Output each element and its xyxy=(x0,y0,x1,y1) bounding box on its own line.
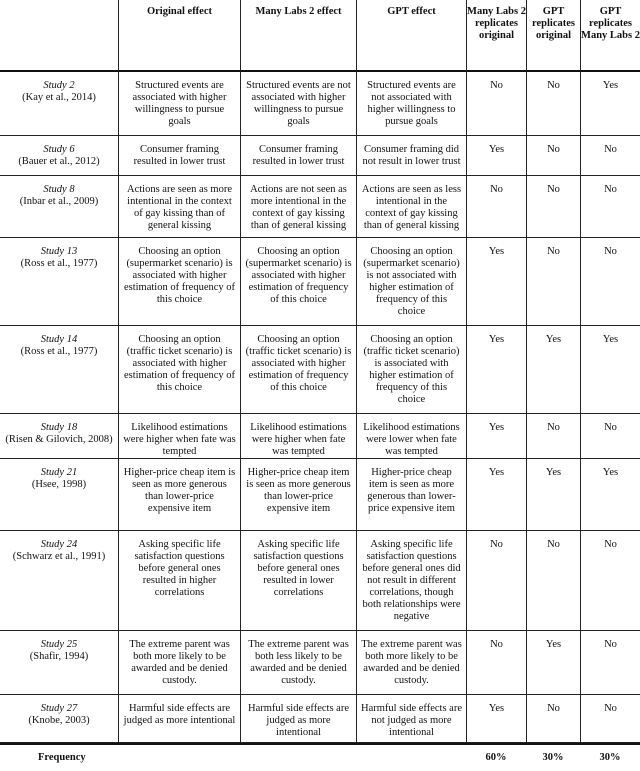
frequency-row xyxy=(0,743,640,771)
study-citation: (Hsee, 1998) xyxy=(31,479,87,490)
study-citation: (Kay et al., 2014) xyxy=(22,92,96,103)
header-study xyxy=(0,0,118,72)
table-row xyxy=(0,326,640,414)
gpt-replicates-ml2-cell: No xyxy=(580,136,640,176)
gpt-effect-cell: Likelihood estimations were lower when fate was tempted xyxy=(356,414,466,459)
gpt-replicates-original-cell: Yes xyxy=(526,459,580,531)
study-name: Study 21 xyxy=(40,467,78,478)
frequency-ml2: 60% xyxy=(466,743,526,771)
table-row xyxy=(0,695,640,743)
header-ml2-replicates: Many Labs 2 replicates original xyxy=(466,0,526,72)
study-cell xyxy=(0,176,118,238)
study-cell xyxy=(0,326,118,414)
original-effect-cell: Consumer framing resulted in lower trust xyxy=(118,136,240,176)
table-row xyxy=(0,136,640,176)
gpt-effect-cell: Asking specific life satisfaction questions before general ones did not result in different correlations, though both relationships were negative xyxy=(356,531,466,631)
frequency-label: Frequency xyxy=(0,743,118,771)
study-citation: (Shafir, 1994) xyxy=(29,651,89,662)
table-row xyxy=(0,72,640,136)
ml2-replicates-cell: Yes xyxy=(466,695,526,743)
study-name: Study 13 xyxy=(40,246,78,257)
study-name: Study 24 xyxy=(40,539,78,550)
gpt-replicates-ml2-cell: Yes xyxy=(580,326,640,414)
study-cell xyxy=(0,695,118,743)
gpt-replicates-original-cell: No xyxy=(526,72,580,136)
study-name: Study 18 xyxy=(40,422,78,433)
study-cell xyxy=(0,136,118,176)
original-effect-cell: Likelihood estimations were higher when fate was tempted xyxy=(118,414,240,459)
frequency-gpt-ml2: 30% xyxy=(580,743,640,771)
many-labs-effect-cell: Actions are not seen as more intentional in the context of gay kissing than of general kissing xyxy=(240,176,356,238)
table-row xyxy=(0,238,640,326)
many-labs-effect-cell: Likelihood estimations were higher when fate was tempted xyxy=(240,414,356,459)
gpt-replicates-ml2-cell: Yes xyxy=(580,72,640,136)
study-cell xyxy=(0,531,118,631)
frequency-gpt-original: 30% xyxy=(526,743,580,771)
gpt-replicates-original-cell: No xyxy=(526,414,580,459)
ml2-replicates-cell: Yes xyxy=(466,136,526,176)
ml2-replicates-cell: No xyxy=(466,531,526,631)
study-cell xyxy=(0,631,118,695)
many-labs-effect-cell: Choosing an option (traffic ticket scenario) is associated with higher estimation of frequency of this choice xyxy=(240,326,356,414)
ml2-replicates-cell: Yes xyxy=(466,414,526,459)
many-labs-effect-cell: Consumer framing resulted in lower trust xyxy=(240,136,356,176)
ml2-replicates-cell: Yes xyxy=(466,326,526,414)
header-original-effect: Original effect xyxy=(118,0,240,72)
study-name: Study 25 xyxy=(40,639,78,650)
ml2-replicates-cell: Yes xyxy=(466,459,526,531)
gpt-replicates-ml2-cell: No xyxy=(580,631,640,695)
original-effect-cell: Harmful side effects are judged as more intentional xyxy=(118,695,240,743)
ml2-replicates-cell: No xyxy=(466,631,526,695)
gpt-replicates-original-cell: No xyxy=(526,238,580,326)
study-citation: (Ross et al., 1977) xyxy=(20,346,98,357)
header-gpt-replicates-ml2: GPT replicates Many Labs 2 xyxy=(580,0,640,72)
header-row xyxy=(0,0,640,72)
gpt-effect-cell: Choosing an option (supermarket scenario) is not associated with higher estimation of frequency of this choice xyxy=(356,238,466,326)
study-cell xyxy=(0,72,118,136)
ml2-replicates-cell: Yes xyxy=(466,238,526,326)
study-citation: (Inbar et al., 2009) xyxy=(19,196,99,207)
original-effect-cell: Choosing an option (traffic ticket scenario) is associated with higher estimation of frequency of this choice xyxy=(118,326,240,414)
table-row xyxy=(0,176,640,238)
ml2-replicates-cell: No xyxy=(466,72,526,136)
gpt-replicates-original-cell: Yes xyxy=(526,326,580,414)
many-labs-effect-cell: The extreme parent was both less likely to be awarded and be denied custody. xyxy=(240,631,356,695)
gpt-replicates-ml2-cell: Yes xyxy=(580,459,640,531)
original-effect-cell: Structured events are associated with higher willingness to pursue goals xyxy=(118,72,240,136)
study-cell xyxy=(0,459,118,531)
header-gpt-replicates-original: GPT replicates original xyxy=(526,0,580,72)
gpt-effect-cell: Structured events are not associated with higher willingness to pursue goals xyxy=(356,72,466,136)
original-effect-cell: The extreme parent was both more likely to be awarded and be denied custody. xyxy=(118,631,240,695)
gpt-effect-cell: The extreme parent was both more likely to be awarded and be denied custody. xyxy=(356,631,466,695)
study-name: Study 8 xyxy=(43,184,75,195)
many-labs-effect-cell: Structured events are not associated with higher willingness to pursue goals xyxy=(240,72,356,136)
study-name: Study 14 xyxy=(40,334,78,345)
study-name: Study 2 xyxy=(43,80,75,91)
study-citation: (Risen & Gilovich, 2008) xyxy=(5,434,113,445)
study-cell xyxy=(0,414,118,459)
table-row xyxy=(0,631,640,695)
study-citation: (Schwarz et al., 1991) xyxy=(12,551,106,562)
gpt-replicates-original-cell: No xyxy=(526,136,580,176)
gpt-replicates-original-cell: Yes xyxy=(526,631,580,695)
many-labs-effect-cell: Harmful side effects are judged as more intentional xyxy=(240,695,356,743)
original-effect-cell: Higher-price cheap item is seen as more generous than lower-price expensive item xyxy=(118,459,240,531)
ml2-replicates-cell: No xyxy=(466,176,526,238)
gpt-replicates-original-cell: No xyxy=(526,695,580,743)
header-many-labs-effect: Many Labs 2 effect xyxy=(240,0,356,72)
study-citation: (Ross et al., 1977) xyxy=(20,258,98,269)
table-row xyxy=(0,414,640,459)
many-labs-effect-cell: Choosing an option (supermarket scenario) is associated with higher estimation of frequency of this choice xyxy=(240,238,356,326)
gpt-replicates-ml2-cell: No xyxy=(580,531,640,631)
gpt-replicates-original-cell: No xyxy=(526,176,580,238)
gpt-effect-cell: Actions are seen as less intentional in the context of gay kissing than of general kissing xyxy=(356,176,466,238)
study-name: Study 6 xyxy=(43,144,75,155)
study-citation: (Bauer et al., 2012) xyxy=(18,156,100,167)
gpt-replicates-original-cell: No xyxy=(526,531,580,631)
gpt-replicates-ml2-cell: No xyxy=(580,176,640,238)
gpt-effect-cell: Choosing an option (traffic ticket scenario) is associated with higher estimation of frequency of this choice xyxy=(356,326,466,414)
original-effect-cell: Asking specific life satisfaction questions before general ones resulted in higher correlations xyxy=(118,531,240,631)
gpt-effect-cell: Consumer framing did not result in lower trust xyxy=(356,136,466,176)
gpt-effect-cell: Higher-price cheap item is seen as more generous than lower-price expensive item xyxy=(356,459,466,531)
header-gpt-effect: GPT effect xyxy=(356,0,466,72)
original-effect-cell: Actions are seen as more intentional in the context of gay kissing than of general kissing xyxy=(118,176,240,238)
gpt-effect-cell: Harmful side effects are not judged as more intentional xyxy=(356,695,466,743)
study-cell xyxy=(0,238,118,326)
gpt-replicates-ml2-cell: No xyxy=(580,414,640,459)
study-citation: (Knobe, 2003) xyxy=(28,715,90,726)
original-effect-cell: Choosing an option (supermarket scenario) is associated with higher estimation of frequency of this choice xyxy=(118,238,240,326)
many-labs-effect-cell: Asking specific life satisfaction questions before general ones resulted in lower correlations xyxy=(240,531,356,631)
gpt-replicates-ml2-cell: No xyxy=(580,695,640,743)
study-name: Study 27 xyxy=(40,703,78,714)
table-row xyxy=(0,459,640,531)
gpt-replicates-ml2-cell: No xyxy=(580,238,640,326)
many-labs-effect-cell: Higher-price cheap item is seen as more generous than lower-price expensive item xyxy=(240,459,356,531)
table-row xyxy=(0,531,640,631)
